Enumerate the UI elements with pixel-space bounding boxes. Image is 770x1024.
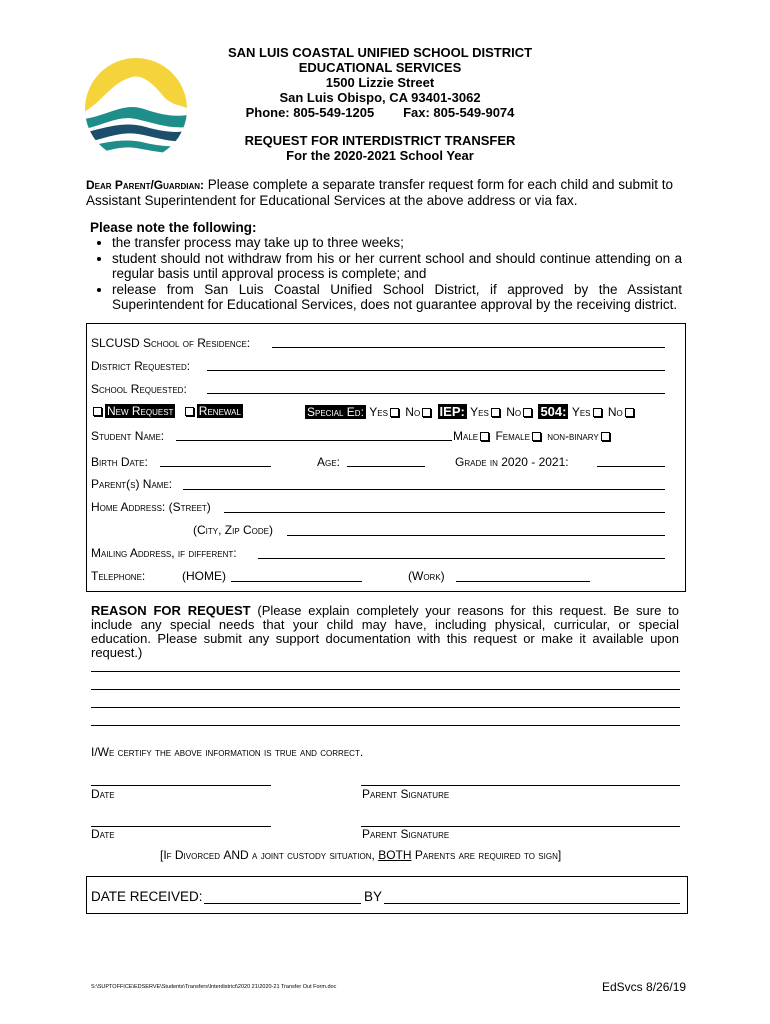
504-label: 504:: [540, 404, 567, 419]
parent-signature-label-2: Parent Signature: [362, 827, 450, 841]
female-checkbox[interactable]: [532, 432, 541, 441]
divorced-note-part: a joint custody situation,: [248, 848, 379, 862]
notes-section: [90, 220, 682, 313]
note-item: • release from San Luis Coastal Unified School District, if approved by the Assistant Superintendent for Educational Services, does not guarantee approval by the receiving district.: [112, 282, 682, 313]
date-received-input[interactable]: [204, 903, 361, 904]
grade-input[interactable]: [597, 466, 665, 467]
school-of-residence-input[interactable]: [272, 347, 665, 348]
renewal-checkbox[interactable]: [185, 407, 194, 416]
new-request-checkbox[interactable]: [93, 407, 102, 416]
home-street-input[interactable]: [224, 512, 665, 513]
divorced-note: [160, 848, 561, 862]
telephone-label: Telephone:: [91, 569, 146, 583]
district-requested-label: District Requested:: [91, 359, 191, 373]
form-title: REQUEST FOR INTERDISTRICT TRANSFER: [244, 133, 516, 148]
footer-file-path: S:\SUPTOFFICE\EDSERVE\Students\Transfers\Interdistrict\2020 21\2020-21 Transfer Out Form.doc: [91, 984, 337, 990]
age-input[interactable]: [347, 466, 425, 467]
iep-no-label: No: [506, 405, 522, 419]
intro-paragraph: [86, 177, 682, 208]
reason-label: REASON FOR REQUEST: [91, 603, 251, 618]
district-requested-input[interactable]: [207, 370, 665, 371]
parent-signature-line-1[interactable]: [361, 785, 680, 786]
request-type-row: [91, 404, 243, 418]
student-name-label: Student Name:: [91, 429, 165, 443]
birth-date-label: Birth Date:: [91, 455, 148, 469]
iep-no-checkbox[interactable]: [523, 408, 532, 417]
reason-line[interactable]: [91, 707, 680, 708]
by-label: BY: [364, 889, 383, 904]
special-ed-no-label: No: [405, 405, 421, 419]
district-name: SAN LUIS COASTAL UNIFIED SCHOOL DISTRICT: [227, 45, 533, 60]
school-requested-label: School Requested:: [91, 382, 187, 396]
reason-instructions: (Please explain completely your reasons for this request. Be sure to include any special needs that your child may have, including physical, curricular, or special education. Please submit any support documentation with this request or make it available upon request.): [91, 603, 679, 660]
parents-name-input[interactable]: [183, 489, 665, 490]
504-no-label: No: [607, 405, 623, 419]
letterhead: [170, 45, 590, 120]
school-of-residence-label: SLCUSD School of Residence:: [91, 336, 251, 350]
date-line-1[interactable]: [91, 785, 271, 786]
divorced-note-both: BOTH: [378, 848, 412, 862]
school-requested-input[interactable]: [207, 393, 665, 394]
reason-line[interactable]: [91, 671, 680, 672]
department-name: EDUCATIONAL SERVICES: [298, 60, 462, 75]
date-received-label: DATE RECEIVED:: [91, 889, 203, 904]
504-yes-checkbox[interactable]: [593, 408, 602, 417]
age-label: Age:: [317, 455, 340, 469]
non-binary-checkbox[interactable]: [601, 432, 610, 441]
notes-list: [90, 235, 682, 313]
city-zip-label: (City, Zip Code): [193, 523, 273, 537]
special-ed-label: Special Ed:: [307, 405, 364, 419]
street-address: 1500 Lizzie Street: [325, 75, 435, 90]
note-item: • the transfer process may take up to three weeks;: [112, 235, 682, 251]
note-item: • student should not withdraw from his or her current school and should continue attending on a regular basis until approval process is complete; and: [112, 251, 682, 282]
male-label: Male: [453, 429, 479, 443]
reason-paragraph: [91, 604, 679, 660]
gender-row: [453, 429, 613, 443]
grade-label: Grade in 2020 - 2021:: [455, 455, 569, 469]
divorced-note-and: AND: [223, 848, 249, 862]
notes-heading: Please note the following:: [90, 220, 257, 235]
male-checkbox[interactable]: [480, 432, 489, 441]
intro-text: Please complete a separate transfer request form for each child and submit to Assistant Superintendent for Educational Services at the above address or via fax.: [86, 177, 674, 208]
parents-name-label: Parent(s) Name:: [91, 477, 173, 491]
mailing-address-label: Mailing Address, if different:: [91, 546, 237, 560]
special-ed-yes-checkbox[interactable]: [390, 408, 399, 417]
504-yes-label: Yes: [571, 405, 591, 419]
iep-label: IEP:: [439, 404, 465, 419]
date-line-2[interactable]: [91, 826, 271, 827]
by-input[interactable]: [384, 903, 680, 904]
iep-yes-checkbox[interactable]: [491, 408, 500, 417]
divorced-note-part: Parents are required to sign]: [411, 848, 562, 862]
certify-statement: I/We certify the above information is true and correct.: [91, 745, 364, 759]
work-phone-label: (Work): [408, 569, 445, 583]
field-school-of-residence: [91, 336, 250, 350]
date-label-1: Date: [91, 787, 115, 801]
renewal-label: Renewal: [198, 404, 241, 418]
birth-date-input[interactable]: [160, 466, 271, 467]
mailing-address-input[interactable]: [258, 558, 665, 559]
parent-signature-label-1: Parent Signature: [362, 787, 450, 801]
special-ed-no-checkbox[interactable]: [422, 408, 431, 417]
home-address-label: Home Address: (Street): [91, 500, 211, 514]
new-request-label: New Request: [107, 404, 174, 418]
city-address: San Luis Obispo, CA 93401-3062: [279, 90, 481, 105]
date-label-2: Date: [91, 827, 115, 841]
special-ed-yes-label: Yes: [369, 405, 388, 419]
home-phone-input[interactable]: [231, 581, 362, 582]
reason-line[interactable]: [91, 689, 680, 690]
school-year: For the 2020-2021 School Year: [286, 148, 474, 163]
city-zip-input[interactable]: [287, 535, 665, 536]
iep-yes-label: Yes: [470, 405, 489, 419]
female-label: Female: [495, 429, 530, 443]
home-phone-label: (HOME): [182, 569, 226, 583]
salutation: Dear Parent/Guardian:: [86, 178, 204, 192]
phone-fax: Phone: 805-549-1205 Fax: 805-549-9074: [245, 105, 515, 120]
student-name-input[interactable]: [176, 440, 452, 441]
special-programs-row: [305, 404, 637, 419]
non-binary-label: non-binary: [547, 429, 599, 443]
504-no-checkbox[interactable]: [625, 408, 634, 417]
footer-version: EdSvcs 8/26/19: [602, 980, 687, 994]
reason-line[interactable]: [91, 725, 680, 726]
divorced-note-part: [If Divorced: [160, 848, 224, 862]
work-phone-input[interactable]: [456, 581, 590, 582]
form-title-block: [170, 133, 590, 163]
